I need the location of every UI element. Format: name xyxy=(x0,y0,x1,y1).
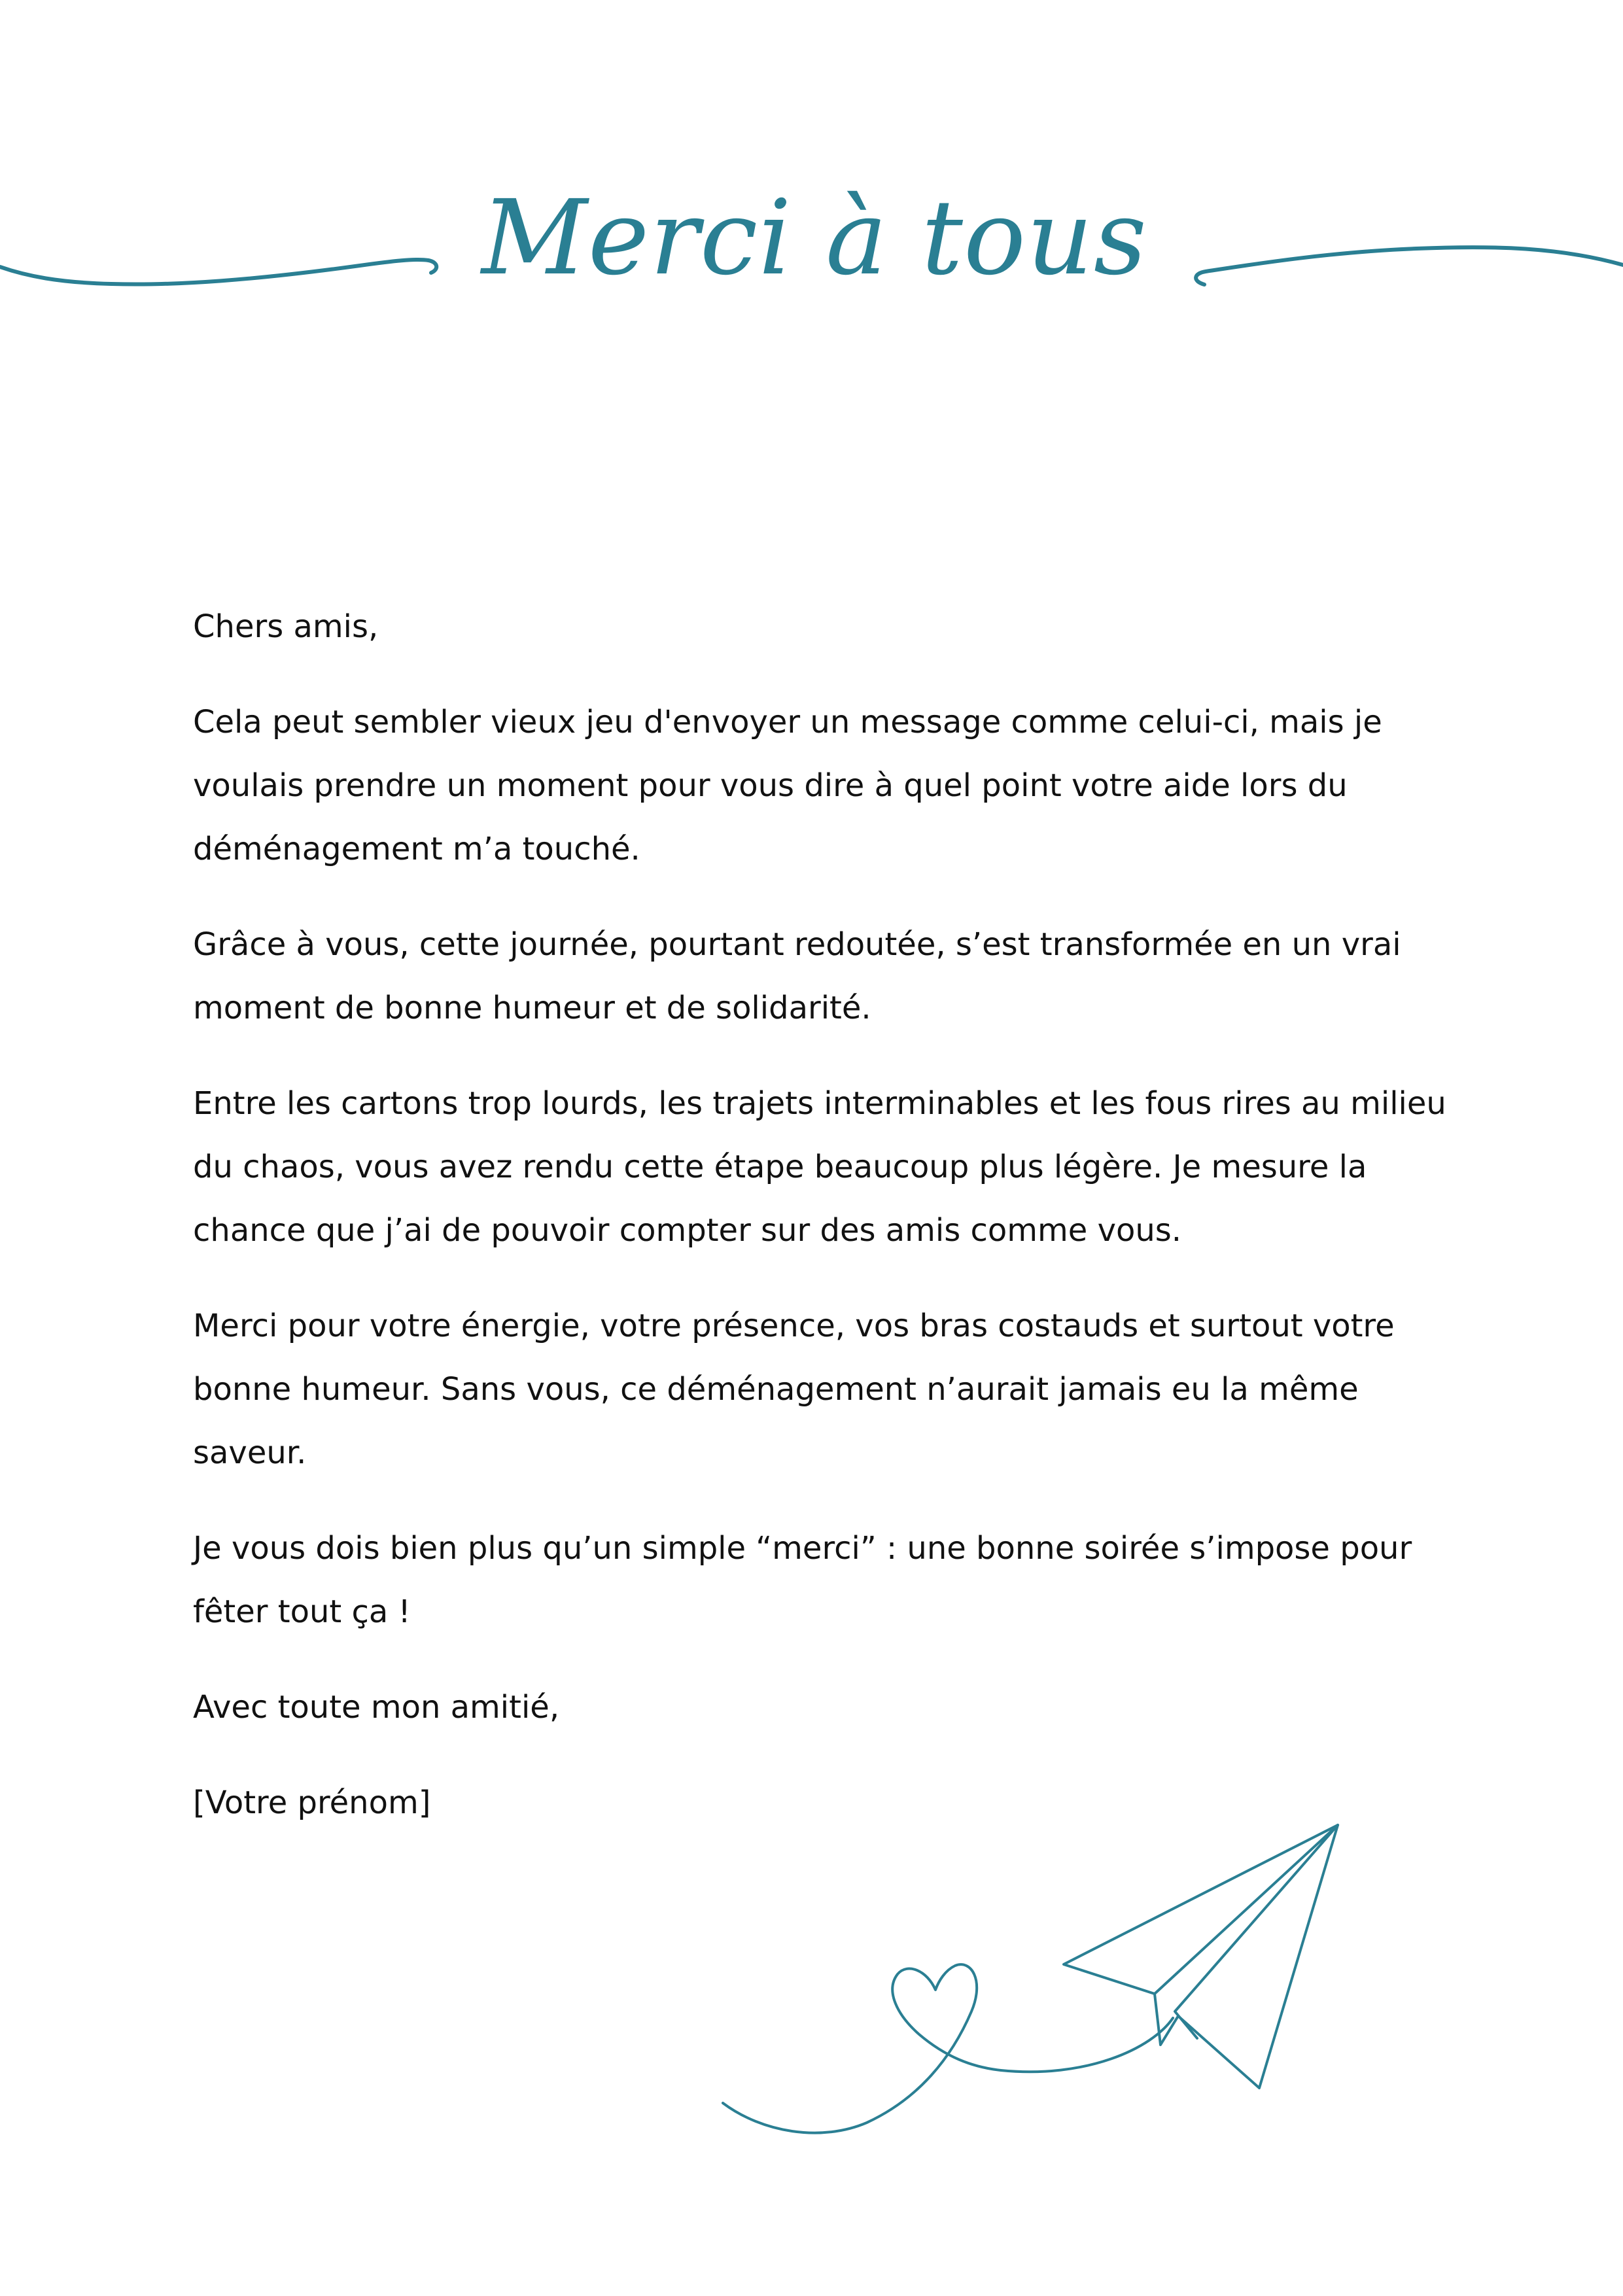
letter-signature: [Votre prénom] xyxy=(193,1784,431,1821)
letter-paragraph-2: Grâce à vous, cette journée, pourtant redoutée, s’est transformée en un vrai moment de bonne humeur et de solidarité. xyxy=(193,926,1401,1026)
letter-paragraph-4: Merci pour votre énergie, votre présence, vos bras costauds et surtout votre bonne humeur. Sans vous, ce déménagement n’aurait jamais eu la même saveur. xyxy=(193,1308,1395,1471)
decorative-swash-left xyxy=(0,242,445,314)
paper-airplane-decoration xyxy=(710,1805,1344,2146)
letter-paragraph-5: Je vous dois bien plus qu’un simple “merci” : une bonne soirée s’impose pour fêter tout ça ! xyxy=(193,1530,1412,1630)
letter-paragraph-3: Entre les cartons trop lourds, les trajets interminables et les fous rires au milieu du chaos, vous avez rendu cette étape beaucoup plus légère. Je mesure la chance que j’ai de pouvoir compter sur des amis comme vous. xyxy=(193,1085,1446,1249)
letter-paragraph-1: Cela peut sembler vieux jeu d'envoyer un message comme celui-ci, mais je voulais prendre un moment pour vous dire à quel point votre aide lors du déménagement m’a touché. xyxy=(193,704,1382,867)
letter-greeting: Chers amis, xyxy=(193,608,379,645)
letter-body xyxy=(193,595,1456,1867)
decorative-swash-right xyxy=(1187,235,1623,307)
flight-trail-with-heart xyxy=(723,1964,1173,2132)
page-title: Merci à tous xyxy=(481,178,1147,298)
letter-closing: Avec toute mon amitié, xyxy=(193,1689,560,1726)
